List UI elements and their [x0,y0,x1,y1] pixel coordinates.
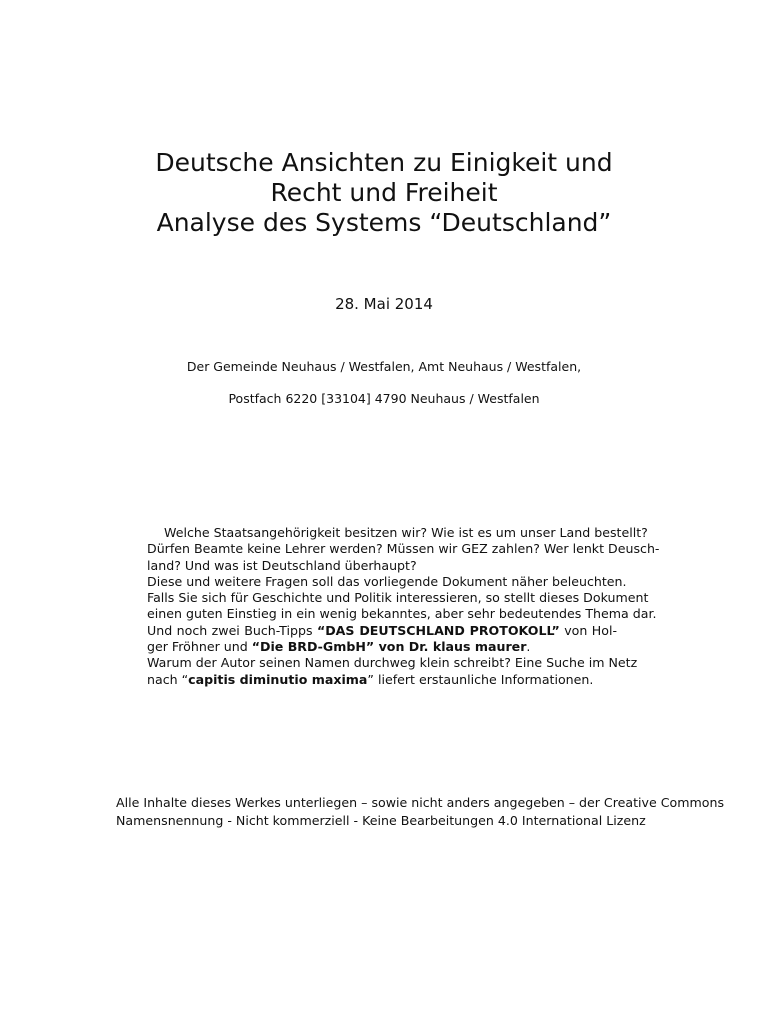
title-line-2: Recht und Freiheit [270,178,498,207]
search-term: capitis diminutio maxima [188,671,368,687]
document-title [0,148,768,238]
abstract-line: Welche Staatsangehörigkeit besitzen wir? Wie ist es um unser Land bestellt? [164,525,648,540]
abstract-text: Und noch zwei Buch-Tipps [147,622,317,638]
abstract-line: Dürfen Beamte keine Lehrer werden? Müssen wir GEZ zahlen? Wer lenkt Deusch- [147,541,660,557]
license-notice [116,794,725,830]
abstract-text: ger Fröhner und [147,639,252,655]
title-line-3: Analyse des Systems “Deutschland” [156,208,612,237]
abstract-text: ” liefert erstaunliche Informationen. [367,671,594,687]
book-title-1: “DAS DEUTSCHLAND PROTOKOLL” [316,622,560,638]
address-line-1: Der Gemeinde Neuhaus / Westfalen, Amt Neuhaus / Westfalen, [186,359,582,374]
document-date: 28. Mai 2014 [335,295,433,313]
abstract-line [147,623,617,639]
abstract-text: . [526,639,531,655]
license-line-1: Alle Inhalte dieses Werkes unterliegen – sowie nicht anders angegeben – der Creative Commons [116,795,725,810]
abstract-line: Falls Sie sich für Geschichte und Politik interessieren, so stellt dieses Dokument [147,590,649,606]
abstract-text: von Hol- [559,622,617,638]
abstract-line [147,672,617,688]
abstract [147,525,660,688]
abstract-line: Diese und weitere Fragen soll das vorliegende Dokument näher beleuchten. [147,573,627,589]
abstract-text: nach “ [147,671,189,687]
title-line-1: Deutsche Ansichten zu Einigkeit und [155,148,613,177]
abstract-line [147,639,617,655]
license-line-2: Namensnennung - Nicht kommerziell - Keine Bearbeitungen 4.0 International Lizenz [116,813,646,828]
book-title-2: “Die BRD-GmbH” von Dr. klaus maurer [251,639,527,655]
abstract-line: Warum der Autor seinen Namen durchweg klein schreibt? Eine Suche im Netz [147,655,638,671]
address-line-2: Postfach 6220 [33104] 4790 Neuhaus / Westfalen [228,391,540,406]
abstract-line: land? Und was ist Deutschland überhaupt? [147,557,417,573]
abstract-line: einen guten Einstieg in ein wenig bekanntes, aber sehr bedeutendes Thema dar. [147,606,657,622]
